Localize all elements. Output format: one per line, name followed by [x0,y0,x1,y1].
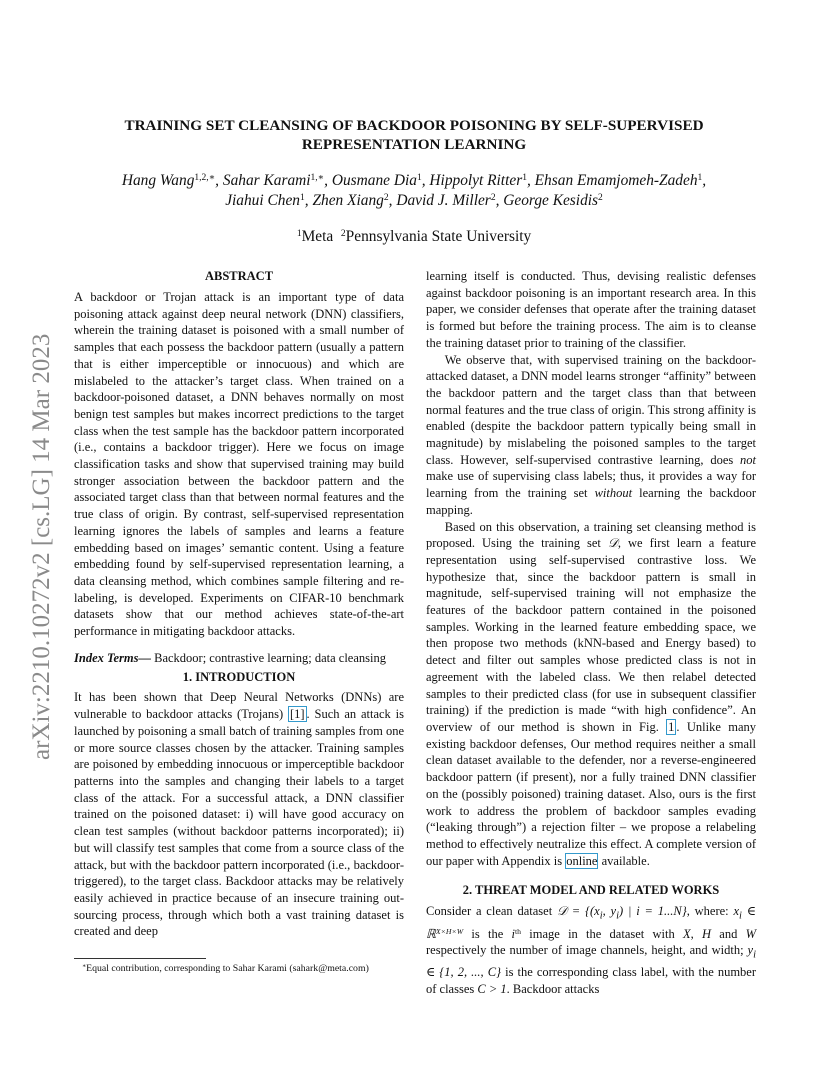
abstract-heading: ABSTRACT [204,269,274,283]
figure-link[interactable]: 1 [668,719,675,734]
arxiv-identifier: arXiv:2210.10272v2 [cs.LG] 14 Mar 2023 [28,333,55,760]
index-terms: Index Terms— Backdoor; contrastive learning; data cleansing [74,650,386,665]
introduction-paragraph: It has been shown that Deep Neural Networks (DNNs) are vulnerable to backdoor attacks (Trojans) [1] . Such an attack is launched by poisoning a small batch of training samples from one or more source classes chosen by the attacker. Training samples are poisoned by embedding innocuous or imperceptible backdoor patterns into the samples and changing their labels to a target class of the attack. For a successful attack, a DNN classifier trained on the poisoned dataset: i) will have good accuracy on clean test samples (without backdoor patterns incorporated); ii) but will classify test samples that come from a source class of the attack, but with the backdoor pattern incorporated (i.e., backdoor-triggered), to the target class. Backdoor attacks may be relatively easily achieved in practice because of an insecure training out-sourcing process, through which both a vast training dataset is created and deep [74,690,404,939]
affiliations: $^1$Meta $^2$Pennsylvania State University [296,227,532,245]
threat-model-paragraph: Consider a clean dataset 𝒟 = {($x_i$, $y_i$) | i = 1...N}, where: $x_i$ ∈ ℝ$^{X\times H\times W}$ is the $i^{th}$ image in the dataset with X, H and W respectively the number of image channels, height, and width; $y_i$ ∈ {1, 2, ..., C} is the corresponding class label, with the number of classes C > 1. Backdoor attacks [426,904,756,997]
introduction-paragraph: Based on this observation, a training set cleansing method is proposed. Using the training set 𝒟, we first learn a feature representation using self-supervised contrastive loss. We hypothesize that, since the backdoor pattern is small in magnitude, self-supervised training will not emphasize the features of the backdoor pattern contained in the poisoned samples. Working in the learned feature embedding space, we then propose two methods (kNN-based and Energy based) to detect and filter out samples whose predicted class is not in agreement with the labeled class. We then relabel detected samples to their predicted class (for use in subsequent classifier training) if the prediction is made “with high confidence”. An overview of our method is shown in Fig. 1 . Unlike many existing backdoor defenses, Our method requires neither a small clean dataset available to the defender, nor a reverse-engineered backdoor pattern (if present), nor a fully trained DNN classifier on the (possibly poisoned) training dataset. Also, ours is the first work to address the problem of backdoor samples evading (“leaking through”) a rejection filter – we propose a relabeling method to effectively neutralize this effect. A complete version of our paper with Appendix is online available. [426,519,756,868]
abstract-text: A backdoor or Trojan attack is an important type of data poisoning attack against deep neural network (DNN) classifiers, wherein the training dataset is poisoned with a small number of samples that each possess the backdoor pattern (usually a pattern that is either imperceptible or innocuous) and which are mislabeled to the attacker’s target class. When trained on a backdoor-poisoned dataset, a DNN behaves normally on most benign test samples but makes incorrect predictions to the target class when the test sample has the backdoor pattern incorporated (i.e., contains a backdoor trigger). Here we focus on image classification tasks and show that supervised training may build stronger association between the backdoor pattern and the associated target class than that between normal features and the true class of origin. By contrast, self-supervised representation learning ignores the labels of samples and learns a feature embedding based on images’ semantic content. Using a feature embedding found by self-supervised representation learning, a data cleansing method, which combines sample filtering and re-labeling, is developed. Experiments on CIFAR-10 benchmark datasets show that our method achieves state-of-the-art performance in mitigating backdoor attacks. [74,290,404,639]
author: Ehsan Emamjomeh-Zadeh$^1$ [534,171,703,189]
author: Zhen Xiang$^2$ [312,191,389,209]
citation-link[interactable]: [1] [289,707,305,722]
author: George Kesidis$^2$ [503,191,603,209]
author: Sahar Karami$^{1,∗}$ [222,171,325,189]
author: David J. Miller$^2$ [396,191,496,209]
introduction-paragraph: We observe that, with supervised training on the backdoor-attacked dataset, a DNN model learns stronger “affinity” between the backdoor pattern and the target class than that between normal features and the true class of origin. This strong affinity is enabled (despite the backdoor pattern typically being small in magnitude) by mislabeling the poisoned samples to the target class. However, self-supervised contrastive learning, does not make use of supervising class labels; thus, it provides a way for learning from the training set without learning the backdoor mapping. [426,352,756,517]
author-list: Hang Wang$^{1,2,∗}$, Sahar Karami$^{1,∗}$, Ousmane Dia$^1$, Hippolyt Ritter$^1$, Ehsan Emamjomeh-Zadeh$^1$, Jiahui Chen$^1$, Zhen Xiang$^2$, David J. Miller$^2$, George Kesidis$^2$ [121,171,707,209]
footnote: ∗Equal contribution, corresponding to Sahar Karami (sahark@meta.com) [82,963,369,975]
footnote-rule [74,958,206,959]
threat-model-heading: 2. THREAT MODEL AND RELATED WORKS [462,883,720,898]
author: Ousmane Dia$^1$ [331,171,422,189]
author: Hang Wang$^{1,2,∗}$ [121,171,216,189]
author: Hippolyt Ritter$^1$ [429,171,527,189]
introduction-heading: 1. INTRODUCTION [182,670,296,685]
right-column [426,268,756,998]
online-link[interactable]: online [566,853,598,868]
left-column [74,268,404,975]
introduction-paragraph-continued: learning itself is conducted. Thus, devising realistic defenses against backdoor poisoning is an important research area. In this paper, we consider defenses that operate after the training dataset is formed but before the training process. The aim is to cleanse the training dataset prior to training of the classifier. [426,269,756,350]
paper-title: TRAINING SET CLEANSING OF BACKDOOR POISONING BY SELF-SUPERVISED REPRESENTATION LEARNING [124,117,704,153]
author: Jiahui Chen$^1$ [225,191,305,209]
